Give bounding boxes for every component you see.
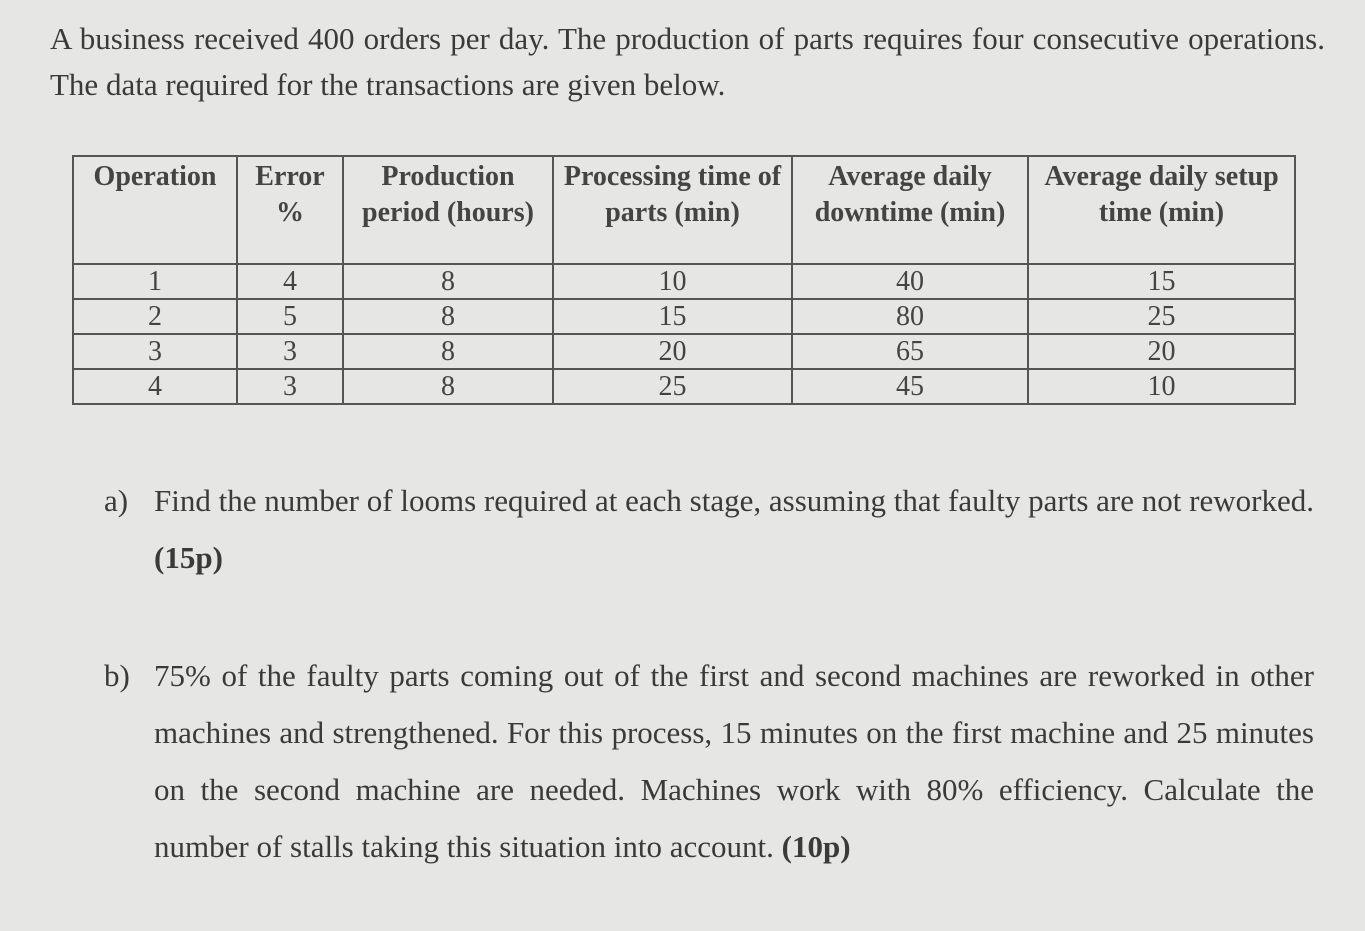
- question-b-body: 75% of the faulty parts coming out of the first and second machines are reworked in other machines and strengthened. For this process, 15 minutes on the first machine and 25 minutes on the second machine are needed. Machines work with 80% efficiency. Calculate the number of stalls taking this situation into account.: [154, 658, 1314, 864]
- cell-setup-time: 25: [1028, 299, 1295, 334]
- cell-downtime: 65: [792, 334, 1028, 369]
- column-header-operation: Operation: [73, 156, 237, 264]
- cell-error: 4: [237, 264, 343, 299]
- cell-downtime: 80: [792, 299, 1028, 334]
- cell-operation: 2: [73, 299, 237, 334]
- question-b-label: b): [104, 658, 130, 693]
- cell-operation: 4: [73, 369, 237, 404]
- cell-operation: 3: [73, 334, 237, 369]
- cell-processing-time: 10: [553, 264, 792, 299]
- cell-error: 3: [237, 369, 343, 404]
- question-b-text: [154, 647, 1314, 875]
- column-header-downtime: Average daily downtime (min): [792, 156, 1028, 264]
- question-b-points: (10p): [781, 829, 851, 864]
- table-row: [73, 334, 1295, 369]
- cell-setup-time: 15: [1028, 264, 1295, 299]
- column-header-setup-time: Average daily setup time (min): [1028, 156, 1295, 264]
- cell-production-period: 8: [343, 264, 553, 299]
- table-header-row: [73, 156, 1295, 264]
- cell-setup-time: 10: [1028, 369, 1295, 404]
- cell-downtime: 45: [792, 369, 1028, 404]
- cell-downtime: 40: [792, 264, 1028, 299]
- column-header-production-period: Production period (hours): [343, 156, 553, 264]
- cell-production-period: 8: [343, 334, 553, 369]
- cell-processing-time: 15: [553, 299, 792, 334]
- cell-production-period: 8: [343, 299, 553, 334]
- problem-intro: A business received 400 orders per day. The production of parts requires four consecutive operations. The data required for the transactions are given below.: [50, 21, 1325, 102]
- table-row: [73, 264, 1295, 299]
- cell-error: 3: [237, 334, 343, 369]
- cell-operation: 1: [73, 264, 237, 299]
- cell-setup-time: 20: [1028, 334, 1295, 369]
- question-b: [104, 647, 1314, 875]
- question-a-text: [154, 472, 1314, 586]
- column-header-processing-time: Processing time of parts (min): [553, 156, 792, 264]
- table-row: [73, 369, 1295, 404]
- cell-processing-time: 25: [553, 369, 792, 404]
- question-a-body: Find the number of looms required at each stage, assuming that faulty parts are not reworked.: [154, 483, 1314, 518]
- cell-processing-time: 20: [553, 334, 792, 369]
- cell-error: 5: [237, 299, 343, 334]
- column-header-error: Error %: [237, 156, 343, 264]
- question-a-points: (15p): [154, 540, 223, 575]
- question-a-label: a): [104, 483, 129, 518]
- cell-production-period: 8: [343, 369, 553, 404]
- operations-table: [72, 155, 1296, 405]
- question-a: [104, 472, 1314, 586]
- table-row: [73, 299, 1295, 334]
